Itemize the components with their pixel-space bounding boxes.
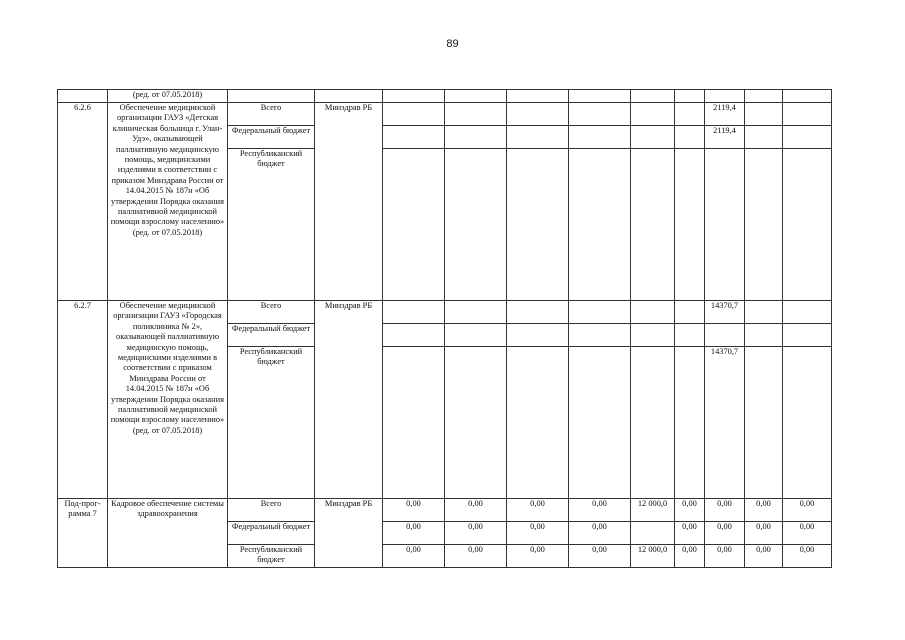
cell-value xyxy=(705,149,745,301)
table-row xyxy=(58,90,832,103)
cell-value: 0,00 xyxy=(675,545,705,568)
cell-value: 0,00 xyxy=(507,522,569,545)
cell-value xyxy=(705,324,745,347)
page-number: 89 xyxy=(446,38,459,50)
cell-value: 14370,7 xyxy=(705,347,745,499)
cell-value: 0,00 xyxy=(705,522,745,545)
cell-value: 0,00 xyxy=(445,545,507,568)
cell-executor: Минздрав РБ xyxy=(315,301,383,499)
cell-value: 14370,7 xyxy=(705,301,745,324)
cell-id: Под-прог-рамма 7 xyxy=(58,499,108,568)
cell-value: 0,00 xyxy=(783,499,832,522)
cell-source-federal: Федеральный бюджет xyxy=(228,522,315,545)
cell-value: 0,00 xyxy=(745,499,783,522)
cell-value: 0,00 xyxy=(507,499,569,522)
cell-value: 0,00 xyxy=(507,545,569,568)
cell-source-total: Всего xyxy=(228,103,315,126)
cell-value: 0,00 xyxy=(383,545,445,568)
cell-value: 0,00 xyxy=(569,499,631,522)
cell-value: 0,00 xyxy=(383,499,445,522)
table-row xyxy=(58,301,832,324)
cell-value: 0,00 xyxy=(745,522,783,545)
cell-value: 2119,4 xyxy=(705,126,745,149)
cell-name: Обеспечение медицинской организации ГАУЗ «Городская поликлиника № 2», оказывающей паллиативную медицинскую помощь, медицинскими изделиями в соответствии с приказом Минздрава России от 14.04.2015 № 187н «Об утверждении Порядка оказания паллиативной медицинской помощи взрослому населению» (ред. от 07.05.2018) xyxy=(108,301,228,499)
cell-name: (ред. от 07.05.2018) xyxy=(108,90,228,103)
cell-value: 0,00 xyxy=(383,522,445,545)
cell-executor: Минздрав РБ xyxy=(315,499,383,568)
cell-source-federal: Федеральный бюджет xyxy=(228,126,315,149)
cell-executor: Минздрав РБ xyxy=(315,103,383,301)
table-row xyxy=(58,103,832,126)
cell-value: 0,00 xyxy=(569,545,631,568)
cell-value: 0,00 xyxy=(445,522,507,545)
cell-value: 0,00 xyxy=(745,545,783,568)
cell-value: 0,00 xyxy=(675,522,705,545)
cell-value: 0,00 xyxy=(675,499,705,522)
budget-table xyxy=(57,89,832,568)
cell-source-republic: Республиканский бюджет xyxy=(228,149,315,301)
cell-value: 0,00 xyxy=(705,499,745,522)
cell-source-republic: Республиканский бюджет xyxy=(228,347,315,499)
cell-id: 6.2.7 xyxy=(58,301,108,499)
cell-name: Обеспечение медицинской организации ГАУЗ «Детская клиническая больница г. Улан-Удэ», оказывающей паллиативную медицинскую помощь, медицинскими изделиями в соответствии с приказом Минздрава России от 14.04.2015 № 187н «Об утверждении Порядка оказания паллиативной медицинской помощи взрослому населению» (ред. от 07.05.2018) xyxy=(108,103,228,301)
cell-source-federal: Федеральный бюджет xyxy=(228,324,315,347)
cell-value: 12 000,0 xyxy=(631,499,675,522)
cell-source-total: Всего xyxy=(228,301,315,324)
table-row xyxy=(58,499,832,522)
cell-name: Кадровое обеспечение системы здравоохранения xyxy=(108,499,228,568)
cell-source-republic: Республиканский бюджет xyxy=(228,545,315,568)
cell-id: 6.2.6 xyxy=(58,103,108,301)
cell-id xyxy=(58,90,108,103)
cell-value: 0,00 xyxy=(783,522,832,545)
cell-value xyxy=(631,522,675,545)
cell-value: 0,00 xyxy=(783,545,832,568)
cell-value: 0,00 xyxy=(705,545,745,568)
cell-source-total: Всего xyxy=(228,499,315,522)
cell-value: 0,00 xyxy=(569,522,631,545)
cell-value: 0,00 xyxy=(445,499,507,522)
cell-value: 2119,4 xyxy=(705,103,745,126)
cell-value: 12 000,0 xyxy=(631,545,675,568)
